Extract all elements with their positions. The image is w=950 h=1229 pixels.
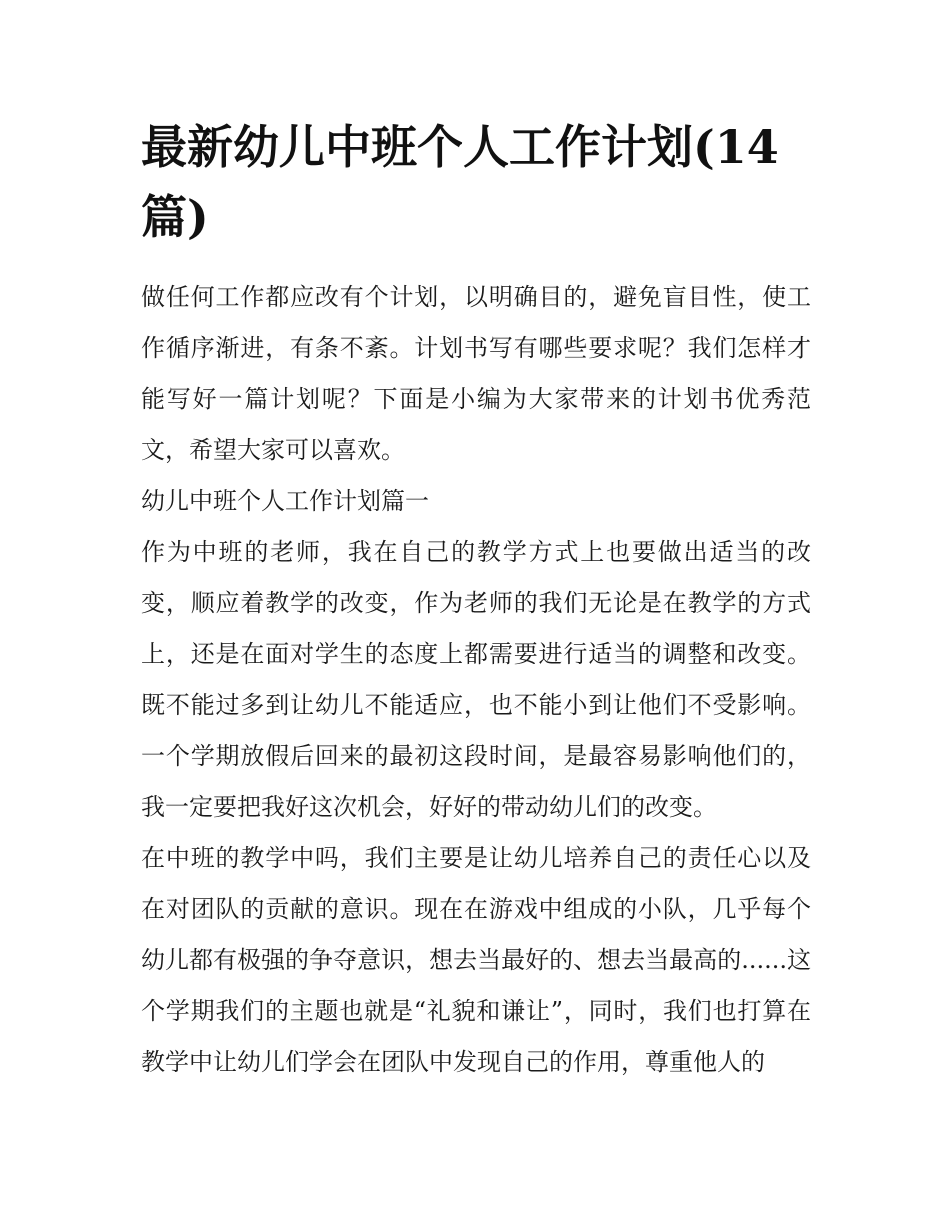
- document-body: [141, 272, 810, 1088]
- section-heading: 幼儿中班个人工作计划篇一: [141, 487, 429, 515]
- intro-paragraph: 做任何工作都应改有个计划，以明确目的，避免盲目性，使工作循序渐进，有条不紊。计划书写有哪些要求呢？我们怎样才能写好一篇计划呢？下面是小编为大家带来的计划书优秀范文，希望大家可以喜欢。: [141, 283, 811, 464]
- body-paragraph: 在中班的教学中吗，我们主要是让幼儿培养自己的责任心以及在对团队的贡献的意识。现在在游戏中组成的小队，几乎每个幼儿都有极强的争夺意识，想去当最好的、想去当最高的......这个学期我们的主题也就是“礼貌和谦让”，同时，我们也打算在教学中让幼儿们学会在团队中发现自己的作用，尊重他人的: [141, 844, 811, 1076]
- document-title: 最新幼儿中班个人工作计划(14篇): [141, 120, 779, 244]
- body-paragraph: 作为中班的老师，我在自己的教学方式上也要做出适当的改变，顺应着教学的改变，作为老师的我们无论是在教学的方式上，还是在面对学生的态度上都需要进行适当的调整和改变。既不能过多到让幼儿不能适应，也不能小到让他们不受影响。一个学期放假后回来的最初这段时间，是最容易影响他们的，我一定要把我好这次机会，好好的带动幼儿们的改变。: [141, 538, 811, 821]
